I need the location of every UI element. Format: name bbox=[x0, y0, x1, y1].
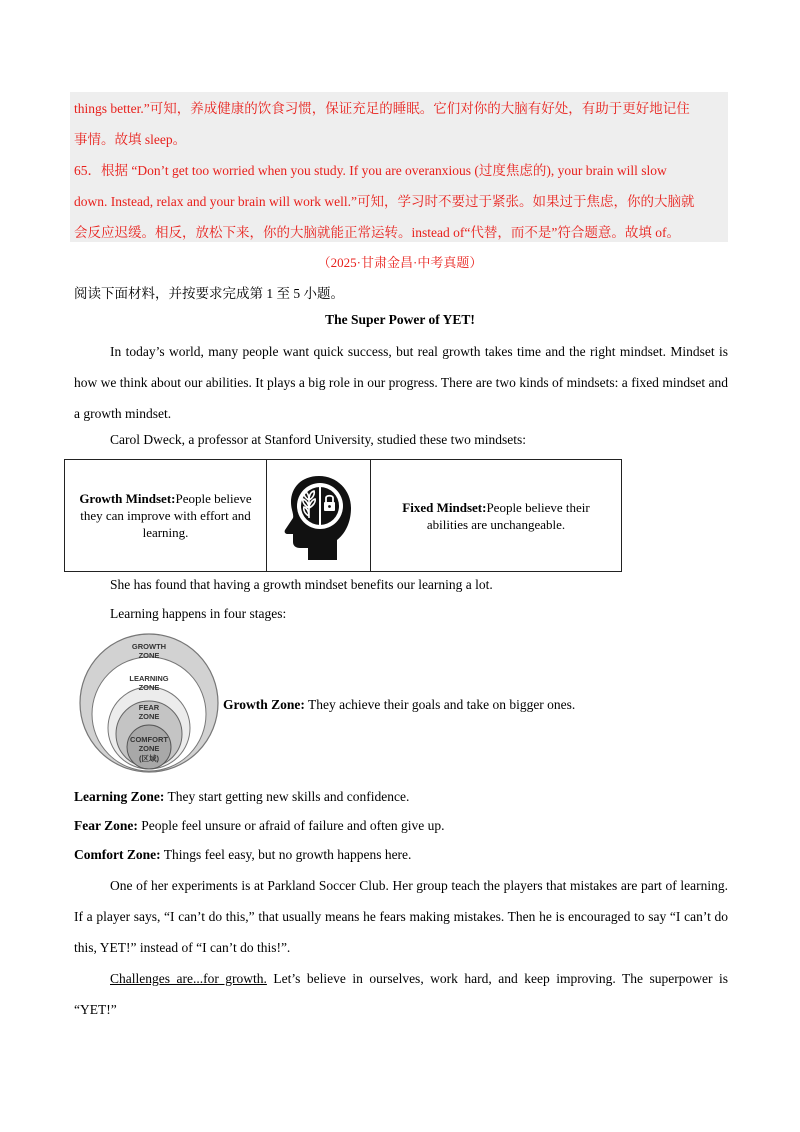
growth-zone-word-2: ZONE bbox=[138, 651, 160, 660]
question-source: （2025·甘肃金昌·中考真题） bbox=[317, 255, 483, 270]
fixed-mindset-text: People believe their abilities are unchangeable. bbox=[426, 499, 590, 532]
growth-mindset-text: People believe they can improve with effort and learning. bbox=[80, 491, 252, 540]
learning-zones-diagram bbox=[78, 632, 220, 774]
fear-zone-word-2: ZONE bbox=[138, 712, 160, 721]
learning-zone-description: Learning Zone: They start getting new skills and confidence. bbox=[74, 789, 410, 804]
learning-zone-word-1: LEARNING bbox=[129, 674, 169, 683]
comfort-zone-word-3: (区域) bbox=[139, 754, 159, 763]
mindset-table bbox=[64, 459, 622, 572]
paragraph-conclusion: Challenges are...for growth. Let’s believe in ourselves, work hard, and keep improving. The superpower is “YET!” bbox=[74, 971, 728, 1017]
reading-instruction: 阅读下面材料，并按要求完成第 1 至 5 小题。 bbox=[74, 286, 344, 301]
paragraph-dweck: Carol Dweck, a professor at Stanford University, studied these two mindsets: bbox=[110, 432, 527, 447]
underlined-blank-sentence: Challenges are...for growth. bbox=[110, 971, 267, 986]
growth-zone-description: Growth Zone: They achieve their goals and take on bigger ones. bbox=[223, 697, 576, 712]
growth-zone-word-1: GROWTH bbox=[131, 642, 167, 651]
answer-line-2: 事情。故填 sleep。 bbox=[74, 132, 187, 147]
paragraph-benefit: She has found that having a growth mindset benefits our learning a lot. bbox=[110, 577, 493, 592]
fixed-mindset-cell bbox=[371, 460, 621, 571]
fear-zone-description: Fear Zone: People feel unsure or afraid of failure and often give up. bbox=[74, 818, 445, 833]
fear-zone-word-1: FEAR bbox=[138, 703, 160, 712]
growth-mindset-cell bbox=[65, 460, 267, 571]
answer-line-4: down. Instead, relax and your brain will work well.”可知，学习时不要过于紧张。如果过于焦虑，你的大脑就 bbox=[74, 194, 695, 209]
paragraph-intro: In today’s world, many people want quick success, but real growth takes time and the right mindset. Mindset is how we think about our abilities. It plays a big role in our progress. There are two kinds of mindsets: a fixed mindset and a growth mindset. bbox=[74, 344, 728, 421]
comfort-zone-description: Comfort Zone: Things feel easy, but no growth happens here. bbox=[74, 847, 412, 862]
growth-mindset-label: Growth Mindset: bbox=[79, 491, 176, 506]
passage-title: The Super Power of YET! bbox=[325, 312, 475, 327]
comfort-zone-word-2: ZONE bbox=[138, 744, 160, 753]
answer-line-3: 65．根据 “Don’t get too worried when you study. If you are overanxious (过度焦虑的), your brain will slow bbox=[74, 163, 667, 178]
head-image-cell bbox=[267, 460, 371, 571]
paragraph-stages: Learning happens in four stages: bbox=[110, 606, 287, 621]
fixed-mindset-label: Fixed Mindset: bbox=[402, 499, 487, 515]
head-brain-icon bbox=[281, 470, 357, 562]
answer-line-1: things better.”可知，养成健康的饮食习惯，保证充足的睡眠。它们对你的大脑有好处，有助于更好地记住 bbox=[74, 101, 690, 116]
learning-zone-word-2: ZONE bbox=[138, 683, 160, 692]
comfort-zone-word-1: COMFORT bbox=[130, 735, 168, 744]
answer-line-5: 会反应迟缓。相反，放松下来，你的大脑就能正常运转。instead of“代替，而不是”符合题意。故填 of。 bbox=[74, 225, 680, 240]
paragraph-experiment: One of her experiments is at Parkland Soccer Club. Her group teach the players that mistakes are part of learning. If a player says, “I can’t do this,” that usually means he fears making mistakes. Then he is encouraged to say “I can’t do this, YET!” instead of “I can’t do this!”. bbox=[74, 878, 728, 955]
